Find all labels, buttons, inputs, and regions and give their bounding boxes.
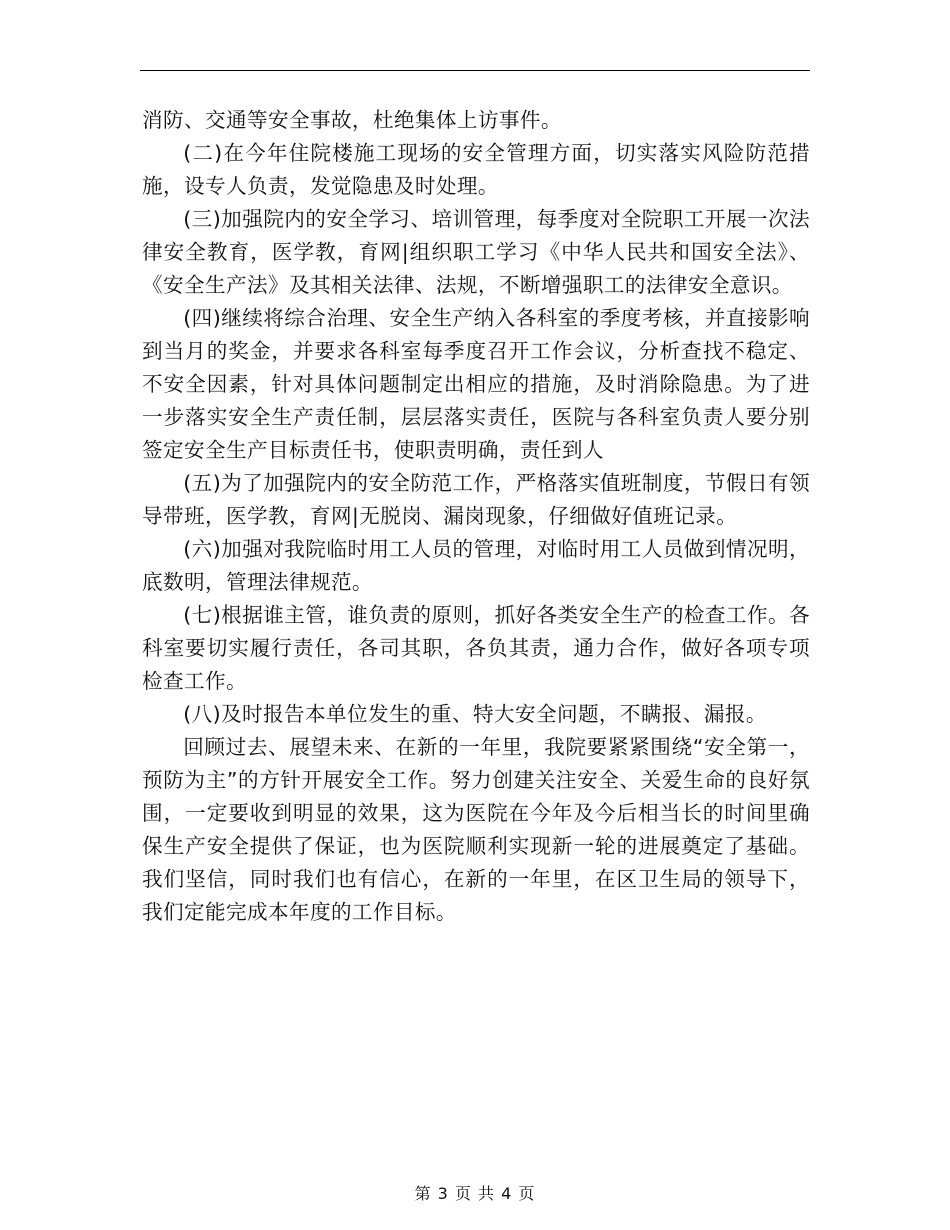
paragraph-conclusion: 回顾过去、展望未来、在新的一年里，我院要紧紧围绕“安全第一，预防为主”的方针开展安全工作。努力创建关注安全、关爱生命的良好氛围，一定要收到明显的效果，这为医院在今年及今后相当长的时间里确保生产安全提供了保证，也为医院顺利实现新一轮的进展奠定了基础。我们坚信，同时我们也有信心，在新的一年里，在区卫生局的领导下，我们定能完成本年度的工作目标。	[142, 735, 810, 924]
header-rule	[140, 70, 810, 71]
paragraph-item-2: (二)在今年住院楼施工现场的安全管理方面，切实落实风险防范措施，设专人负责，发觉隐患及时处理。	[142, 141, 810, 198]
paragraph-item-5: (五)为了加强院内的安全防范工作，严格落实值班制度，节假日有领导带班，医学教，育网|无脱岗、漏岗现象，仔细做好值班记录。	[142, 471, 810, 528]
paragraph-continuation: 消防、交通等安全事故，杜绝集体上访事件。	[142, 108, 562, 132]
page-number-footer: 第 3 页 共 4 页	[414, 1184, 536, 1203]
paragraph-item-6: (六)加强对我院临时用工人员的管理，对临时用工人员做到情况明，底数明，管理法律规范。	[142, 537, 810, 594]
paragraph-item-7: (七)根据谁主管，谁负责的原则，抓好各类安全生产的检查工作。各科室要切实履行责任，各司其职，各负其责，通力合作，做好各项专项检查工作。	[142, 603, 810, 693]
document-body	[142, 104, 810, 929]
paragraph-item-4: (四)继续将综合治理、安全生产纳入各科室的季度考核，并直接影响到当月的奖金，并要求各科室每季度召开工作会议，分析查找不稳定、不安全因素，针对具体问题制定出相应的措施，及时消除隐患。为了进一步落实安全生产责任制，层层落实责任，医院与各科室负责人要分别签定安全生产目标责任书，使职责明确，责任到人	[142, 306, 810, 462]
paragraph-item-8: (八)及时报告本单位发生的重、特大安全问题，不瞒报、漏报。	[183, 702, 767, 726]
paragraph-item-3: (三)加强院内的安全学习、培训管理，每季度对全院职工开展一次法律安全教育，医学教，育网|组织职工学习《中华人民共和国安全法》、《安全生产法》及其相关法律、法规，不断增强职工的法律安全意识。	[142, 207, 810, 297]
